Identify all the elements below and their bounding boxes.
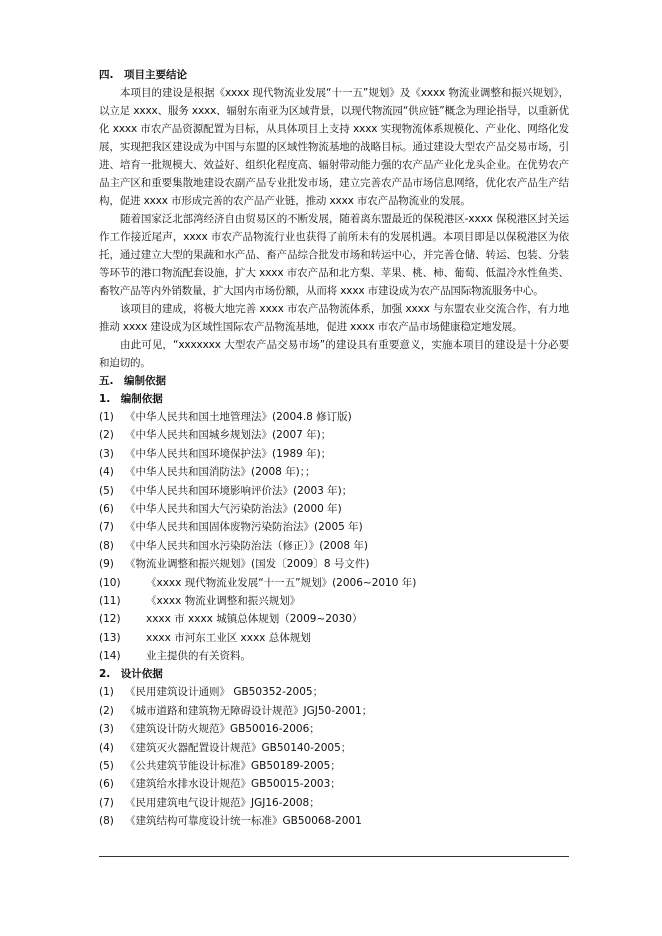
subsection-1-heading: 1. 编制依据: [99, 393, 163, 405]
list-item: (4) 《建筑灭火器配置设计规范》GB50140-2005；: [99, 741, 352, 754]
paragraph: 该项目的建成，将极大地完善 xxxx 市农产品物流体系，加强 xxxx 与东盟农业交流合作，有力地推动 xxxx 建设成为区域性国际农产品物流基地，促进 xxxx 市农产品市场健康稳定地发展。: [99, 303, 569, 333]
list-item: (2) 《中华人民共和国城乡规划法》(2007 年)；: [99, 429, 332, 442]
list-item: (3) 《中华人民共和国环境保护法》(1989 年)；: [99, 447, 332, 460]
list-item: (10) 《xxxx 现代物流业发展“十一五”规划》(2006~2010 年): [99, 576, 417, 589]
list-item: (11) 《xxxx 物流业调整和振兴规划》: [99, 594, 301, 607]
page-footer-rule: [99, 856, 569, 857]
list-item: (13) xxxx 市河东工业区 xxxx 总体规划: [99, 631, 311, 644]
basis-list: [99, 408, 569, 665]
paragraph: 由此可见，“xxxxxxx 大型农产品交易市场”的建设具有重要意义，实施本项目的建设是十分必要和迫切的。: [99, 339, 569, 369]
list-item: (1) 《民用建筑设计通则》 GB50352-2005；: [99, 686, 324, 699]
list-item: (5) 《公共建筑节能设计标准》GB50189-2005；: [99, 760, 341, 773]
paragraph: 本项目的建设是根据《xxxx 现代物流业发展“十一五”规划》及《xxxx 物流业调整和振兴规划》，以立足 xxxx、服务 xxxx、辐射东南亚为区域背景，以现代物流园“供应链”概念为理论指导，以重新优化 xxxx 市农产品资源配置为目标，从具体项目上支持 xxxx 实现物流体系规模化、产业化、网络化发展，实现把我区建设成为中国与东盟的区域性物流基地的战略目标。通过建设大型农产品交易市场，引进、培育一批规模大、效益好、组织化程度高、辐射带动能力强的农产品产业化龙头企业。在优势农产品主产区和重要集散地建设农副产品专业批发市场，建立完善农产品市场信息网络，优化农产品生产结构，促进 xxxx 市形成完善的农产品产业链，推动 xxxx 市农产品物流业的发展。: [99, 87, 569, 207]
list-item: (7) 《中华人民共和国固体废物污染防治法》(2005 年): [99, 521, 363, 534]
section-4-heading: 四. 项目主要结论: [99, 69, 187, 81]
design-basis-list: [99, 683, 569, 830]
list-item: (1) 《中华人民共和国土地管理法》(2004.8 修订版): [99, 411, 352, 423]
paragraph: 随着国家泛北部湾经济自由贸易区的不断发展，随着离东盟最近的保税港区-xxxx 保税港区封关运作工作接近尾声，xxxx 市农产品物流行业也获得了前所未有的发展机遇。本项目即是以保税港区为依托，通过建立大型的果蔬和水产品、畜产品综合批发市场和转运中心，并完善仓储、转运、包装、分装等环节的港口物流配套设施，扩大 xxxx 市农产品和北方梨、苹果、桃、柿、葡萄、低温冷水性鱼类、畜牧产品等内外销数量，扩大国内市场份额，从而将 xxxx 市建设成为农产品国际物流服务中心。: [99, 213, 569, 297]
list-item: (9) 《物流业调整和振兴规划》(国发〔2009〕8 号文件): [99, 558, 370, 571]
document-body: [99, 66, 569, 831]
list-item: (8) 《中华人民共和国水污染防治法（修正）》(2008 年): [99, 539, 369, 552]
list-item: (4) 《中华人民共和国消防法》(2008 年)；；: [99, 466, 316, 479]
list-item: (2) 《城市道路和建筑物无障碍设计规范》JGJ50-2001；: [99, 704, 373, 717]
list-item: (6) 《建筑给水排水设计规范》GB50015-2003；: [99, 778, 341, 791]
subsection-2-heading: 2. 设计依据: [99, 668, 163, 681]
section-5-heading: 五. 编制依据: [99, 375, 166, 387]
list-item: (6) 《中华人民共和国大气污染防治法》(2000 年): [99, 502, 342, 515]
list-item: (12) xxxx 市 xxxx 城镇总体规划（2009~2030）: [99, 613, 363, 626]
list-item: (7) 《民用建筑电气设计规范》JGJ16-2008；: [99, 796, 320, 809]
list-item: (14) 业主提供的有关资料。: [99, 650, 251, 663]
list-item: (3) 《建筑设计防火规范》GB50016-2006；: [99, 723, 320, 736]
list-item: (5) 《中华人民共和国环境影响评价法》(2003 年)；: [99, 484, 353, 497]
list-item: (8) 《建筑结构可靠度设计统一标准》GB50068-2001: [99, 815, 362, 828]
